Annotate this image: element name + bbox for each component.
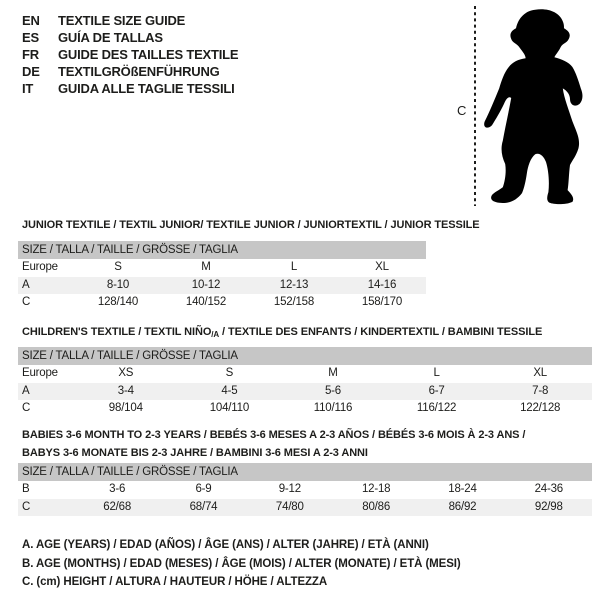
measurement-label-c: C — [457, 103, 467, 118]
children-table-title — [22, 323, 542, 342]
table-row-age-months — [18, 481, 592, 499]
height-cell: 80/86 — [362, 500, 391, 513]
height-cell: 116/122 — [416, 402, 457, 414]
lang-row-es — [22, 29, 238, 46]
age-cell: 9-12 — [278, 483, 301, 495]
babies-table-title — [22, 426, 525, 462]
lang-row-fr — [22, 46, 238, 63]
height-cell: 74/80 — [275, 500, 304, 513]
height-cell: 128/140 — [97, 296, 139, 308]
height-cell: 152/158 — [273, 296, 315, 308]
table-row-europe — [18, 365, 592, 383]
age-cell: 3-6 — [109, 483, 126, 495]
children-title-part: / TEXTILE DES ENFANTS / KINDERTEXTIL / BAMBINI TESSILE — [219, 326, 543, 338]
lang-code: EN — [22, 13, 40, 28]
lang-label: GUÍA DE TALLAS — [58, 30, 163, 45]
size-cell: S — [114, 261, 122, 273]
lang-code: ES — [22, 30, 39, 45]
lang-label: TEXTILGRÖßENFÜHRUNG — [58, 64, 220, 79]
lang-code: FR — [22, 47, 39, 62]
row-label: C — [22, 500, 31, 513]
table-header-bar: SIZE / TALLA / TAILLE / GRÖSSE / TAGLIA — [18, 347, 592, 365]
row-label: C — [22, 402, 31, 414]
height-cell: 110/116 — [313, 402, 353, 414]
height-cell: 68/74 — [189, 500, 218, 513]
lang-label: GUIDE DES TAILLES TEXTILE — [58, 47, 239, 62]
age-cell: 10-12 — [191, 278, 221, 291]
lang-code: DE — [22, 64, 40, 79]
height-cell: 140/152 — [185, 296, 227, 308]
age-cell: 5-6 — [324, 384, 341, 397]
size-cell: XL — [375, 261, 389, 273]
lang-label: GUIDA ALLE TAGLIE TESSILI — [58, 81, 235, 96]
row-label: A — [22, 278, 30, 291]
age-cell: 18-24 — [448, 483, 477, 495]
height-cell: 62/68 — [103, 500, 132, 513]
babies-title-line2: BABYS 3-6 MONATE BIS 2-3 JAHRE / BAMBINI 3-6 MESI A 2-3 ANNI — [22, 447, 368, 459]
age-cell: 7-8 — [532, 384, 549, 397]
row-label: C — [22, 296, 31, 308]
babies-size-table — [18, 463, 592, 516]
age-cell: 12-13 — [279, 278, 309, 291]
lang-row-de — [22, 63, 238, 80]
footnote-a: A. AGE (YEARS) / EDAD (AÑOS) / ÂGE (ANS) / ALTER (JAHRE) / ETÀ (ANNI) — [22, 539, 429, 551]
size-cell: XS — [118, 367, 134, 379]
table-header-bar: SIZE / TALLA / TAILLE / GRÖSSE / TAGLIA — [18, 241, 426, 259]
age-cell: 6-9 — [195, 483, 212, 495]
size-cell: L — [433, 367, 440, 379]
age-cell: 4-5 — [221, 384, 238, 397]
children-size-table — [18, 347, 592, 418]
size-cell: M — [201, 261, 211, 273]
age-cell: 12-18 — [361, 483, 391, 495]
lang-row-en — [22, 12, 238, 29]
age-cell: 6-7 — [428, 384, 445, 397]
height-cell: 122/128 — [520, 402, 561, 414]
language-list — [22, 12, 238, 97]
height-cell: 104/110 — [209, 402, 250, 414]
size-cell: L — [290, 261, 298, 273]
height-cell: 86/92 — [448, 500, 477, 513]
lang-row-it — [22, 80, 238, 97]
size-cell: M — [328, 367, 338, 379]
junior-size-table — [18, 241, 426, 312]
footnote-b: B. AGE (MONTHS) / EDAD (MESES) / ÂGE (MOIS) / ALTER (MONATE) / ETÀ (MESI) — [22, 557, 461, 570]
row-label: Europe — [22, 367, 58, 379]
row-label: A — [22, 384, 30, 397]
age-cell: 8-10 — [106, 278, 130, 291]
row-label: B — [22, 483, 30, 495]
height-cell: 98/104 — [108, 402, 143, 414]
footnote-c: C. (cm) HEIGHT / ALTURA / HAUTEUR / HÖHE / ALTEZZA — [22, 576, 328, 588]
size-cell: S — [225, 367, 234, 379]
age-cell: 24-36 — [534, 483, 564, 495]
junior-table-title: JUNIOR TEXTILE / TEXTIL JUNIOR/ TEXTILE JUNIOR / JUNIORTEXTIL / JUNIOR TESSILE — [22, 219, 480, 231]
table-row-height — [18, 400, 592, 418]
size-cell: XL — [533, 367, 547, 379]
table-row-age — [18, 383, 592, 401]
table-row-height — [18, 294, 426, 312]
table-row-europe — [18, 259, 426, 277]
footnotes — [22, 536, 461, 592]
height-cell: 158/170 — [361, 296, 403, 308]
lang-code: IT — [22, 81, 34, 96]
table-row-age — [18, 277, 426, 295]
children-title-part: CHILDREN'S TEXTILE / TEXTIL NIÑO — [22, 326, 212, 338]
baby-silhouette-icon — [484, 9, 582, 204]
height-cell: 92/98 — [534, 500, 563, 513]
lang-label: TEXTILE SIZE GUIDE — [58, 13, 186, 28]
table-header-bar: SIZE / TALLA / TAILLE / GRÖSSE / TAGLIA — [18, 463, 592, 481]
row-label: Europe — [22, 261, 58, 273]
babies-title-line1: BABIES 3-6 MONTH TO 2-3 YEARS / BEBÉS 3-6 MESES A 2-3 AÑOS / BÉBÉS 3-6 MOIS À 2-3 ANS / — [22, 429, 526, 441]
age-cell: 3-4 — [117, 384, 134, 397]
age-cell: 14-16 — [367, 278, 397, 291]
children-title-sub: /A — [211, 330, 220, 339]
table-row-height — [18, 499, 592, 517]
